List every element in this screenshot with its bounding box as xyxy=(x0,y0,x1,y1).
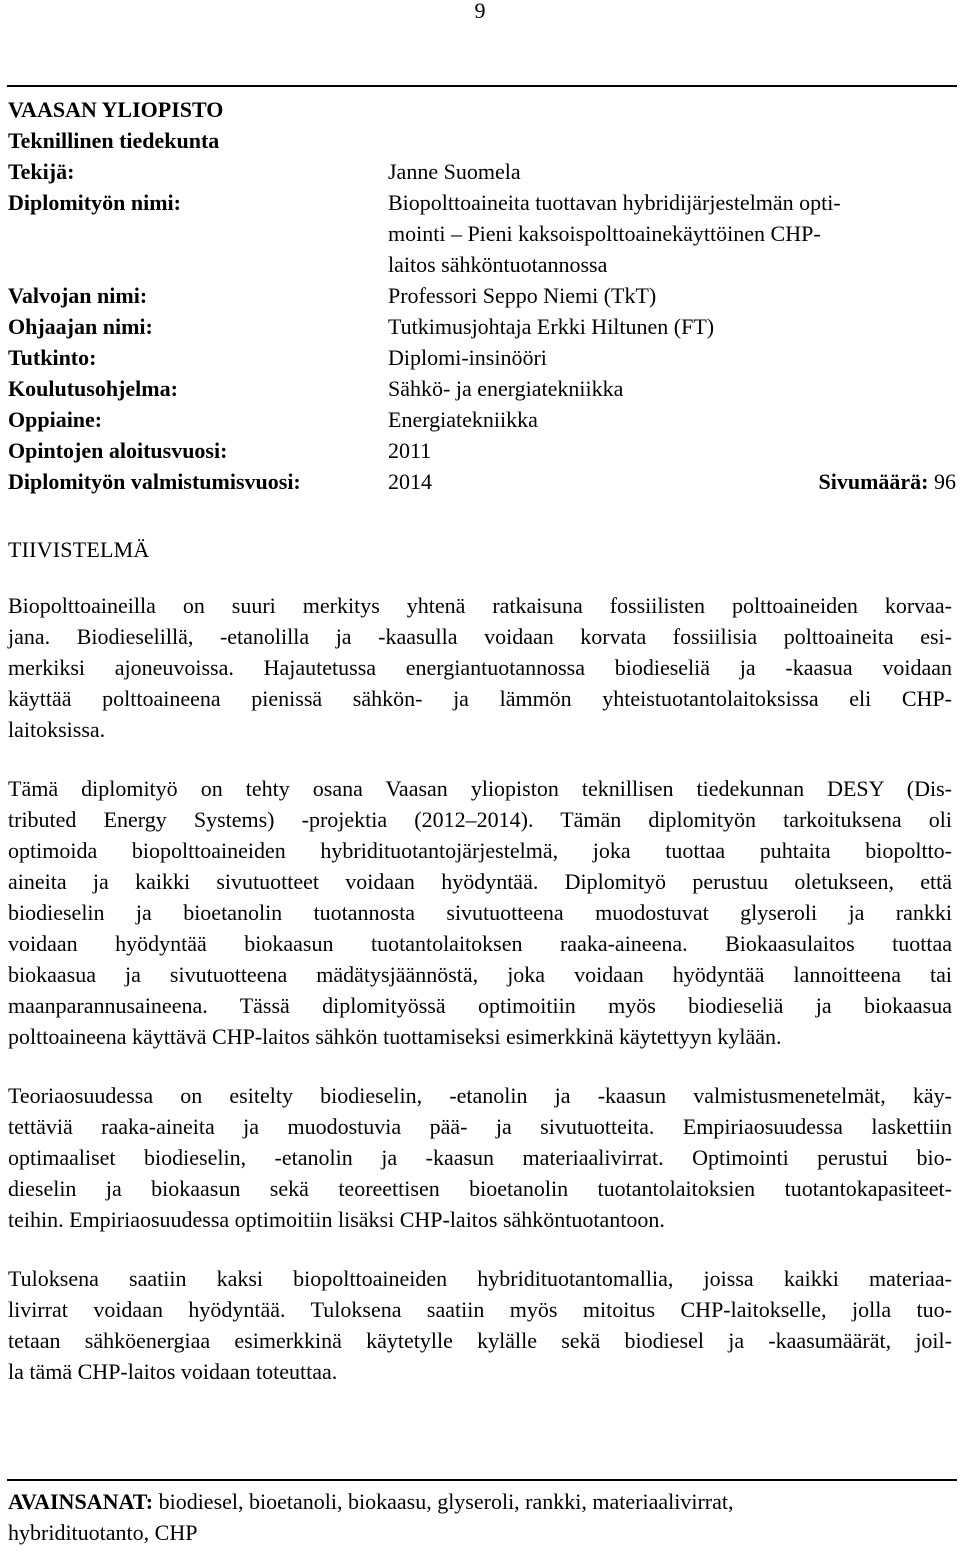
programme-label: Koulutusohjelma: xyxy=(8,376,178,401)
programme-row xyxy=(8,373,956,404)
text-line: optimoida biopolttoaineiden hybridituotantojärjestelmä, joka tuottaa puhtaita biopoltto- xyxy=(8,838,952,863)
start-year-label: Opintojen aloitusvuosi: xyxy=(8,438,228,463)
supervisor-row xyxy=(8,280,956,311)
author-value: Janne Suomela xyxy=(388,159,521,184)
degree-value: Diplomi-insinööri xyxy=(388,345,547,370)
text-line: maanparannusaineena. Tässä diplomityössä optimoitiin myös biodieseliä ja biokaasua xyxy=(8,993,952,1018)
start-year-row xyxy=(8,435,956,466)
abstract-paragraph xyxy=(8,1263,952,1387)
instructor-row xyxy=(8,311,956,342)
metadata-block xyxy=(8,94,956,497)
text-line: Teoriaosuudessa on esitelty biodieselin, -etanolin ja -kaasun valmistusmenetelmät, käy- xyxy=(8,1083,952,1108)
instructor-label: Ohjaajan nimi: xyxy=(8,314,153,339)
abstract-paragraph xyxy=(8,773,952,1052)
thesis-title-line: mointi – Pieni kaksoispolttoainekäyttöinen CHP- xyxy=(388,221,821,246)
page-count-label: Sivumäärä: xyxy=(818,469,929,494)
degree-row xyxy=(8,342,956,373)
text-line: käyttää polttoaineena pienissä sähkön- ja lämmön yhteistuotantolaitoksissa eli CHP- xyxy=(8,686,952,711)
supervisor-label: Valvojan nimi: xyxy=(8,283,148,308)
bottom-divider xyxy=(7,1479,957,1481)
keywords-line: hybridituotanto, CHP xyxy=(8,1520,198,1545)
text-line: Tuloksena saatiin kaksi biopolttoaineiden hybridituotantomallia, joissa kaikki materiaa- xyxy=(8,1266,952,1291)
text-line: dieselin ja biokaasun sekä teoreettisen bioetanolin tuotantolaitoksien tuotantokapasiteet- xyxy=(8,1176,952,1201)
thesis-title-line: Biopolttoaineita tuottavan hybridijärjestelmän opti- xyxy=(388,190,841,215)
page-number: 9 xyxy=(474,0,486,23)
supervisor-value: Professori Seppo Niemi (TkT) xyxy=(388,283,657,308)
university-name: VAASAN YLIOPISTO xyxy=(8,97,224,122)
keywords-list: biodiesel, bioetanoli, biokaasu, glyseroli, rankki, materiaalivirrat, xyxy=(153,1489,734,1514)
text-line: voidaan hyödyntää biokaasun tuotantolaitoksen raaka-aineena. Biokaasulaitos tuottaa xyxy=(8,931,952,956)
start-year-value: 2011 xyxy=(388,438,432,463)
abstract-paragraph xyxy=(8,1080,952,1235)
text-line: optimaaliset biodieselin, -etanolin ja -kaasun materiaalivirrat. Optimointi perustui bio- xyxy=(8,1145,952,1170)
abstract-paragraph xyxy=(8,590,952,745)
text-line: la tämä CHP-laitos voidaan toteuttaa. xyxy=(8,1359,338,1384)
completion-year-label: Diplomityön valmistumisvuosi: xyxy=(8,469,301,494)
page-count-group xyxy=(819,466,957,497)
text-line: tetaan sähköenergiaa esimerkkinä käytetylle kylälle sekä biodiesel ja -kaasumäärät, joil- xyxy=(8,1328,952,1353)
text-line: laitoksissa. xyxy=(8,717,106,742)
completion-year-row xyxy=(8,466,956,497)
text-line: tettäviä raaka-aineita ja muodostuvia pää- ja sivutuotteita. Empiriaosuudessa laskettiin xyxy=(8,1114,952,1139)
text-line: biodieselin ja bioetanolin tuotannosta sivutuotteena muodostuvat glyseroli ja rankki xyxy=(8,900,952,925)
thesis-title-row xyxy=(8,187,956,280)
author-label: Tekijä: xyxy=(8,159,75,184)
text-line: merkiksi ajoneuvoissa. Hajautetussa energiantuotannossa biodieseliä ja -kaasua voidaan xyxy=(8,655,952,680)
text-line: biokaasua ja sivutuotteena mädätysjäännöstä, joka voidaan hyödyntää lannoitteena tai xyxy=(8,962,952,987)
text-line: Tämä diplomityö on tehty osana Vaasan yliopiston teknillisen tiedekunnan DESY (Dis- xyxy=(8,776,952,801)
keywords-block xyxy=(8,1486,952,1548)
text-line: aineita ja kaikki sivutuotteet voidaan hyödyntää. Diplomityö perustuu oletukseen, että xyxy=(8,869,952,894)
subject-value: Energiatekniikka xyxy=(388,407,538,432)
abstract-body xyxy=(8,590,952,1415)
thesis-title-line: laitos sähköntuotannossa xyxy=(388,252,608,277)
thesis-title-value xyxy=(388,187,956,280)
page-count-value: 96 xyxy=(934,469,956,494)
instructor-value: Tutkimusjohtaja Erkki Hiltunen (FT) xyxy=(388,314,715,339)
text-line: polttoaineena käyttävä CHP-laitos sähkön tuottamiseksi esimerkkinä käytettyyn kylään. xyxy=(8,1024,782,1049)
degree-label: Tutkinto: xyxy=(8,345,97,370)
completion-year-cell xyxy=(388,466,956,497)
text-line: teihin. Empiriaosuudessa optimoitiin lisäksi CHP-laitos sähköntuotantoon. xyxy=(8,1207,665,1232)
text-line: jana. Biodieselillä, -etanolilla ja -kaasulla voidaan korvata fossiilisia polttoaineita esi- xyxy=(8,624,952,649)
top-divider xyxy=(7,85,957,87)
thesis-title-label: Diplomityön nimi: xyxy=(8,190,181,215)
text-line: Biopolttoaineilla on suuri merkitys yhtenä ratkaisuna fossiilisten polttoaineiden korvaa- xyxy=(8,593,952,618)
completion-year-value: 2014 xyxy=(388,469,432,494)
programme-value: Sähkö- ja energiatekniikka xyxy=(388,376,624,401)
abstract-heading: TIIVISTELMÄ xyxy=(8,537,150,562)
text-line: tributed Energy Systems) -projektia (2012–2014). Tämän diplomityön tarkoituksena oli xyxy=(8,807,952,832)
subject-row xyxy=(8,404,956,435)
keywords-line xyxy=(8,1486,952,1517)
subject-label: Oppiaine: xyxy=(8,407,103,432)
keywords-label: AVAINSANAT: xyxy=(8,1489,154,1514)
text-line: livirrat voidaan hyödyntää. Tuloksena saatiin myös mitoitus CHP-laitokselle, jolla tuo- xyxy=(8,1297,952,1322)
author-row xyxy=(8,156,956,187)
faculty-name: Teknillinen tiedekunta xyxy=(8,128,220,153)
